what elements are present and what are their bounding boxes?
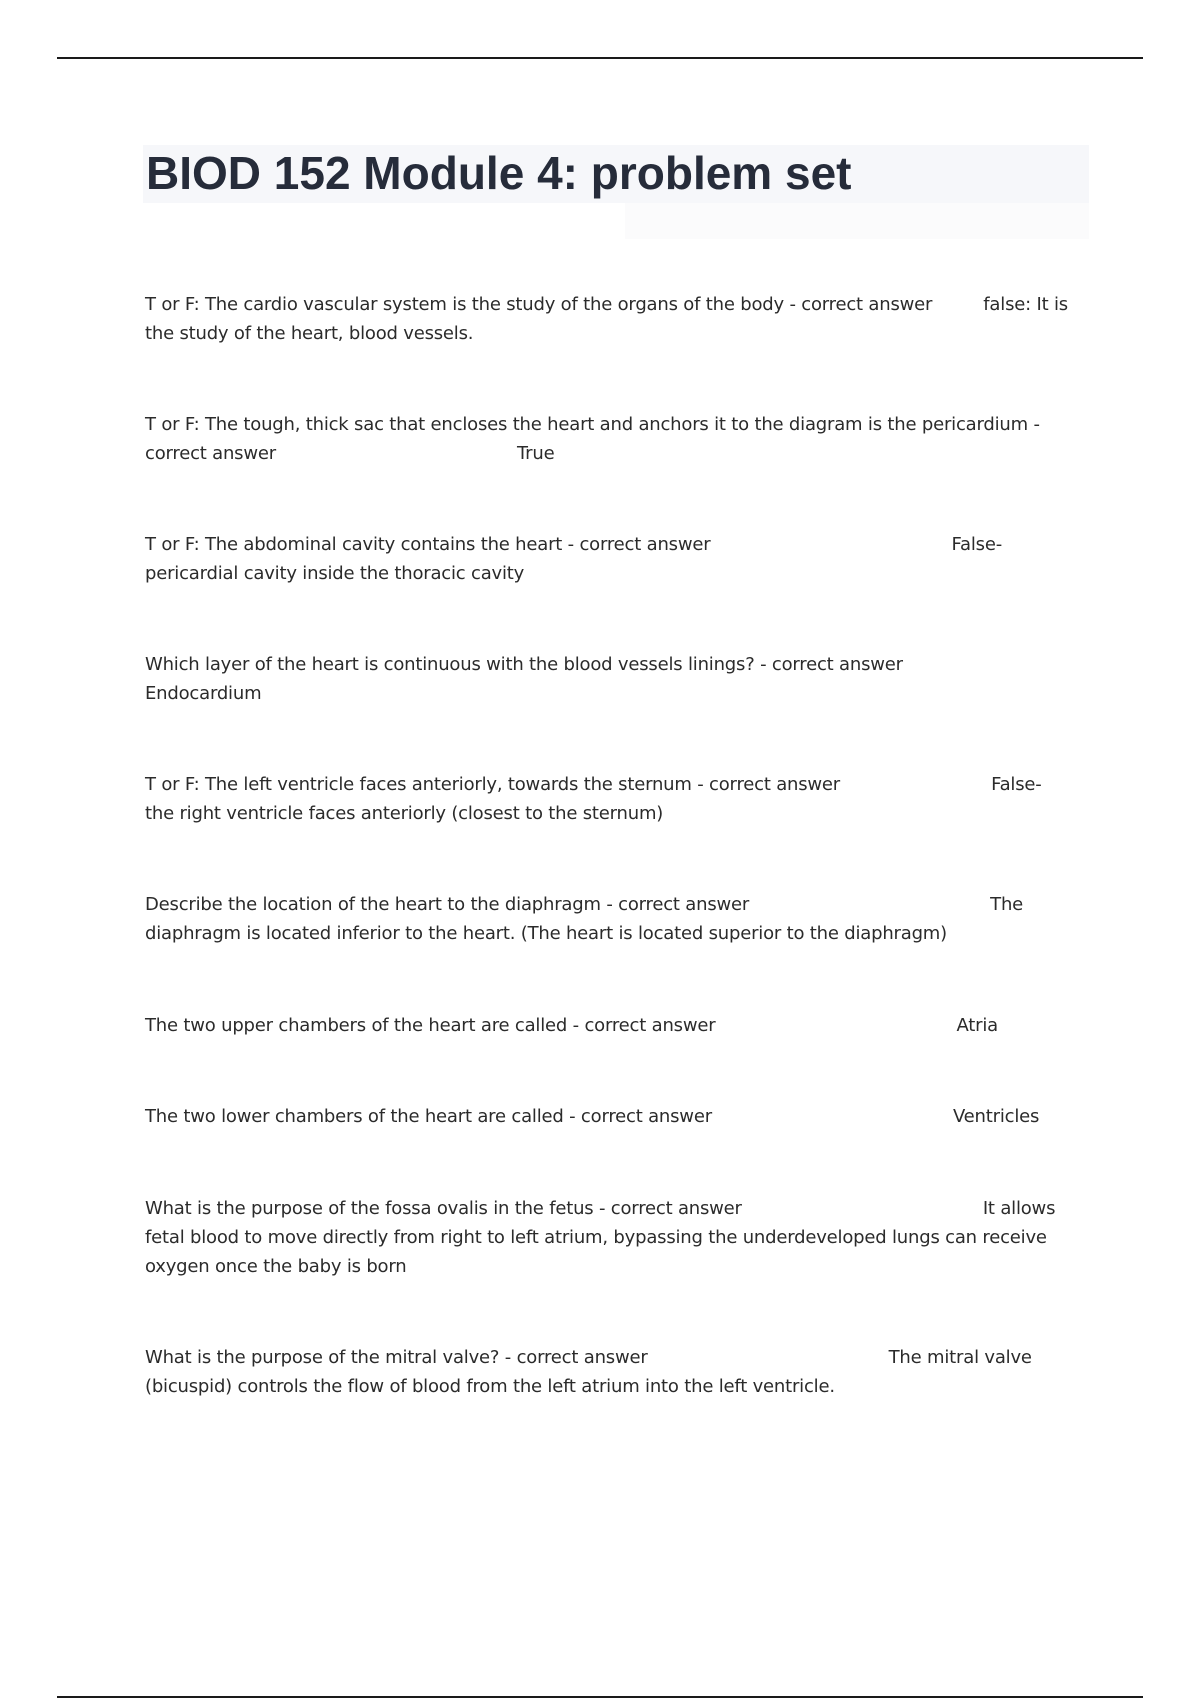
answer-text: True bbox=[517, 443, 555, 464]
page-title: BIOD 152 Module 4: problem set bbox=[146, 147, 852, 199]
qa-item-6 bbox=[145, 890, 1070, 948]
question-text: T or F: The left ventricle faces anteriorly, towards the sternum - correct answer bbox=[145, 774, 841, 795]
question-text: The two lower chambers of the heart are called - correct answer bbox=[145, 1106, 712, 1127]
question-text: T or F: The cardio vascular system is the study of the organs of the body - correct answer bbox=[145, 294, 933, 315]
bottom-rule bbox=[57, 1696, 1143, 1698]
answer-text: The mitral valve (bicuspid) controls the flow of blood from the left atrium into the left ventricle. bbox=[145, 1347, 1032, 1397]
qa-item-10 bbox=[145, 1343, 1070, 1401]
question-text: Describe the location of the heart to the diaphragm - correct answer bbox=[145, 894, 750, 915]
qa-item-2 bbox=[145, 410, 1070, 468]
question-text: What is the purpose of the mitral valve? - correct answer bbox=[145, 1347, 648, 1368]
answer-text: Atria bbox=[956, 1015, 998, 1036]
qa-item-5 bbox=[145, 770, 1070, 828]
question-text: What is the purpose of the fossa ovalis in the fetus - correct answer bbox=[145, 1198, 742, 1219]
title-background-shadow bbox=[625, 203, 1089, 239]
answer-text: Ventricles bbox=[952, 1106, 1040, 1127]
qa-item-1 bbox=[145, 290, 1070, 348]
qa-item-3 bbox=[145, 530, 1070, 588]
question-text: The two upper chambers of the heart are called - correct answer bbox=[145, 1015, 716, 1036]
qa-item-8 bbox=[145, 1102, 1070, 1131]
answer-text: Endocardium bbox=[145, 683, 262, 704]
answer-text: False- pericardial cavity inside the thoracic cavity bbox=[145, 534, 1002, 584]
answer-text: false: It is the study of the heart, blood vessels. bbox=[145, 294, 1068, 344]
question-text: T or F: The abdominal cavity contains the heart - correct answer bbox=[145, 534, 711, 555]
answer-text: It allows fetal blood to move directly from right to left atrium, bypassing the underdeveloped lungs can receive oxygen once the baby is born bbox=[145, 1198, 1056, 1277]
question-text: Which layer of the heart is continuous with the blood vessels linings? - correct answer bbox=[145, 654, 903, 675]
qa-item-4 bbox=[145, 650, 1070, 708]
answer-text: The diaphragm is located inferior to the heart. (The heart is located superior to the diaphragm) bbox=[145, 894, 1024, 944]
qa-item-9 bbox=[145, 1194, 1070, 1281]
question-text: T or F: The tough, thick sac that encloses the heart and anchors it to the diagram is the pericardium - correct answer bbox=[145, 414, 1040, 464]
top-rule bbox=[57, 57, 1143, 59]
answer-text: False- the right ventricle faces anteriorly (closest to the sternum) bbox=[145, 774, 1042, 824]
qa-item-7 bbox=[145, 1011, 1070, 1040]
